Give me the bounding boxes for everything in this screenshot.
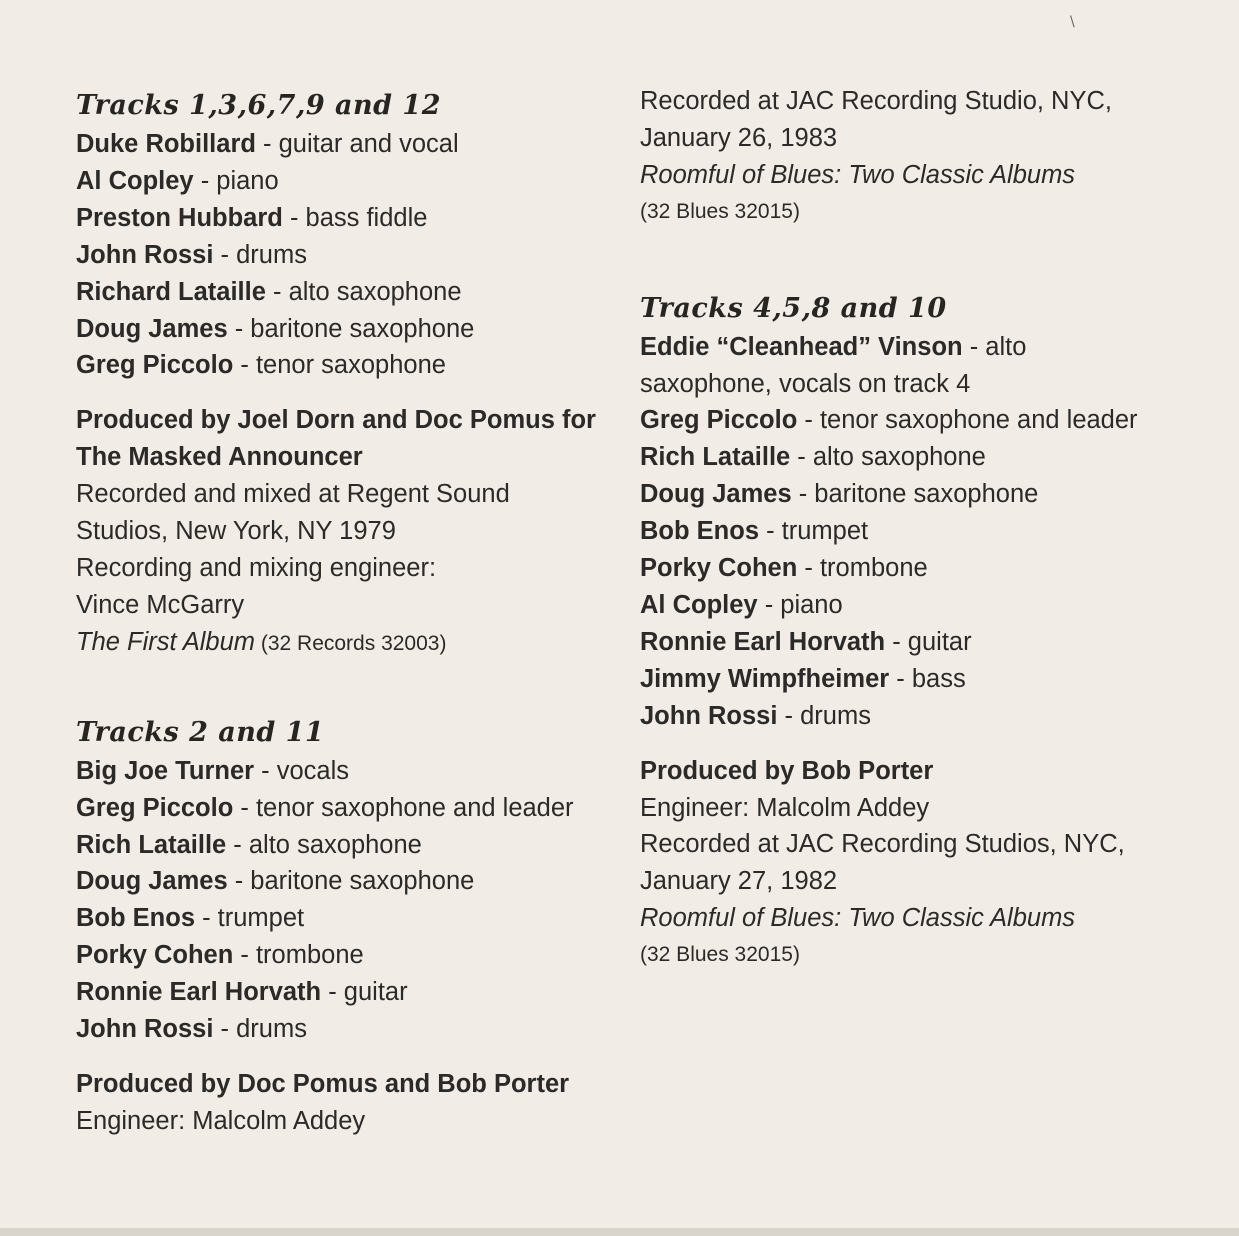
musician-name: Doug James — [640, 480, 792, 509]
musician-role: - drums — [213, 240, 307, 269]
musician-line — [76, 753, 616, 790]
musician-name: Jimmy Wimpfheimer — [640, 664, 890, 693]
musician-list-group3 — [640, 329, 1220, 735]
musician-line — [76, 237, 616, 274]
musician-name: Al Copley — [640, 590, 758, 619]
producer-credit: Produced by Bob Porter — [640, 756, 934, 785]
musician-line — [640, 698, 1220, 735]
musician-role: - baritone saxophone — [227, 867, 475, 896]
musician-name: Greg Piccolo — [640, 406, 798, 435]
musician-name: Greg Piccolo — [76, 351, 234, 380]
musician-role: - trombone — [797, 554, 928, 583]
musician-line — [76, 311, 616, 348]
musician-list-group1 — [76, 126, 616, 384]
musician-name: John Rossi — [76, 1015, 214, 1044]
album-catalog: (32 Records 32003) — [255, 631, 447, 655]
musician-name: Ronnie Earl Horvath — [76, 978, 322, 1007]
musician-role: - trumpet — [195, 904, 305, 933]
musician-line — [76, 900, 616, 937]
musician-name: Ronnie Earl Horvath — [640, 627, 886, 656]
musician-line — [640, 402, 1220, 439]
musician-line — [640, 439, 1220, 476]
tracks-heading-4-5-8-10: Tracks 4,5,8 and 10 — [640, 292, 947, 324]
producer-credit: Produced by Doc Pomus and Bob Porter — [76, 1069, 570, 1098]
musician-role: - tenor saxophone and leader — [797, 406, 1138, 435]
musician-line — [76, 937, 616, 974]
album-title: The First Album — [76, 627, 256, 656]
recording-location-line2: January 26, 1983 — [640, 123, 838, 152]
musician-name: Doug James — [76, 867, 228, 896]
album-title: Roomful of Blues: Two Classic Albums — [640, 160, 1076, 189]
musician-name: John Rossi — [640, 701, 778, 730]
musician-name: Rich Lataille — [640, 443, 791, 472]
musician-role: - alto saxophone — [226, 830, 422, 859]
musician-line — [640, 661, 1220, 698]
recording-location-line1: Recorded at JAC Recording Studios, NYC, — [640, 830, 1125, 859]
engineer-credit: Engineer: Malcolm Addey — [640, 793, 930, 822]
musician-line — [76, 200, 616, 237]
musician-line — [640, 624, 1220, 661]
spacer — [76, 384, 616, 402]
print-speck: \ — [1070, 14, 1075, 30]
musician-line — [76, 863, 616, 900]
musician-name: Duke Robillard — [76, 130, 256, 158]
musician-name: Bob Enos — [640, 517, 759, 546]
musician-list-group2 — [76, 753, 616, 1048]
musician-name: Preston Hubbard — [76, 203, 283, 232]
musician-role: - tenor saxophone — [233, 351, 446, 380]
spacer — [640, 735, 1220, 753]
musician-name: Richard Lataille — [76, 277, 266, 306]
musician-name: Big Joe Turner — [76, 756, 255, 785]
album-catalog: (32 Blues 32015) — [640, 943, 800, 967]
recording-location-line1: Recorded at JAC Recording Studio, NYC, — [640, 87, 1112, 115]
album-title: Roomful of Blues: Two Classic Albums — [640, 904, 1076, 933]
album-catalog: (32 Blues 32015) — [640, 199, 800, 223]
tracks-heading-1-3-6-7-9-12: Tracks 1,3,6,7,9 and 12 — [76, 90, 442, 121]
musician-role: - tenor saxophone and leader — [233, 793, 574, 822]
musician-line — [76, 1011, 616, 1048]
musician-line — [640, 329, 1220, 366]
musician-line — [76, 347, 616, 384]
musician-name: John Rossi — [76, 240, 214, 269]
musician-line — [76, 126, 616, 163]
tracks-heading-2-11: Tracks 2 and 11 — [76, 716, 325, 748]
musician-role: - vocals — [254, 756, 350, 785]
left-column — [76, 88, 616, 1140]
musician-role: - baritone saxophone — [227, 314, 475, 343]
musician-name: Al Copley — [76, 166, 194, 195]
musician-line — [76, 790, 616, 827]
musician-line — [76, 974, 616, 1011]
producer-credit-line1: Produced by Joel Dorn and Doc Pomus for — [76, 406, 596, 435]
musician-role: - alto saxophone — [790, 443, 986, 472]
musician-role: - trumpet — [759, 517, 869, 546]
musician-role: - bass — [889, 664, 966, 693]
musician-role: - piano — [757, 590, 843, 619]
engineer-credit-line1: Recording and mixing engineer: — [76, 553, 437, 582]
musician-line — [76, 274, 616, 311]
recording-location-line2: January 27, 1982 — [640, 867, 838, 896]
musician-role: - alto — [962, 332, 1027, 361]
musician-role: - drums — [777, 701, 871, 730]
musician-line — [640, 587, 1220, 624]
musician-role: - guitar — [885, 627, 972, 656]
musician-role: - alto saxophone — [265, 277, 462, 306]
musician-role: - piano — [193, 166, 279, 195]
producer-credit-line2: The Masked Announcer — [76, 443, 363, 472]
musician-name: Rich Lataille — [76, 830, 227, 859]
musician-name: Porky Cohen — [76, 941, 234, 970]
musician-line — [640, 550, 1220, 587]
musician-line — [76, 827, 616, 864]
musician-line — [640, 476, 1220, 513]
page-bottom-edge — [0, 1228, 1239, 1236]
musician-name: Bob Enos — [76, 904, 195, 933]
musician-role: - drums — [213, 1015, 307, 1044]
musician-line — [640, 513, 1220, 550]
source-album — [76, 624, 616, 663]
musician-role: - guitar — [321, 978, 408, 1007]
musician-name: Greg Piccolo — [76, 793, 234, 822]
spacer — [76, 1048, 616, 1066]
musician-role: - baritone saxophone — [791, 480, 1039, 509]
musician-role: - guitar and vocal — [255, 130, 459, 158]
musician-name: Eddie “Cleanhead” Vinson — [640, 332, 963, 361]
musician-role: - bass fiddle — [282, 203, 428, 232]
engineer-credit-line2: Vince McGarry — [76, 590, 245, 619]
engineer-credit: Engineer: Malcolm Addey — [76, 1106, 366, 1135]
recording-location-line2: Studios, New York, NY 1979 — [76, 517, 396, 546]
spacer — [640, 231, 1220, 291]
right-column — [640, 83, 1220, 974]
musician-name: Doug James — [76, 314, 228, 343]
musician-role-continued: saxophone, vocals on track 4 — [640, 369, 971, 398]
musician-name: Porky Cohen — [640, 554, 798, 583]
spacer — [76, 663, 616, 715]
recording-location-line1: Recorded and mixed at Regent Sound — [76, 480, 510, 509]
musician-role: - trombone — [233, 941, 364, 970]
musician-line — [76, 163, 616, 200]
